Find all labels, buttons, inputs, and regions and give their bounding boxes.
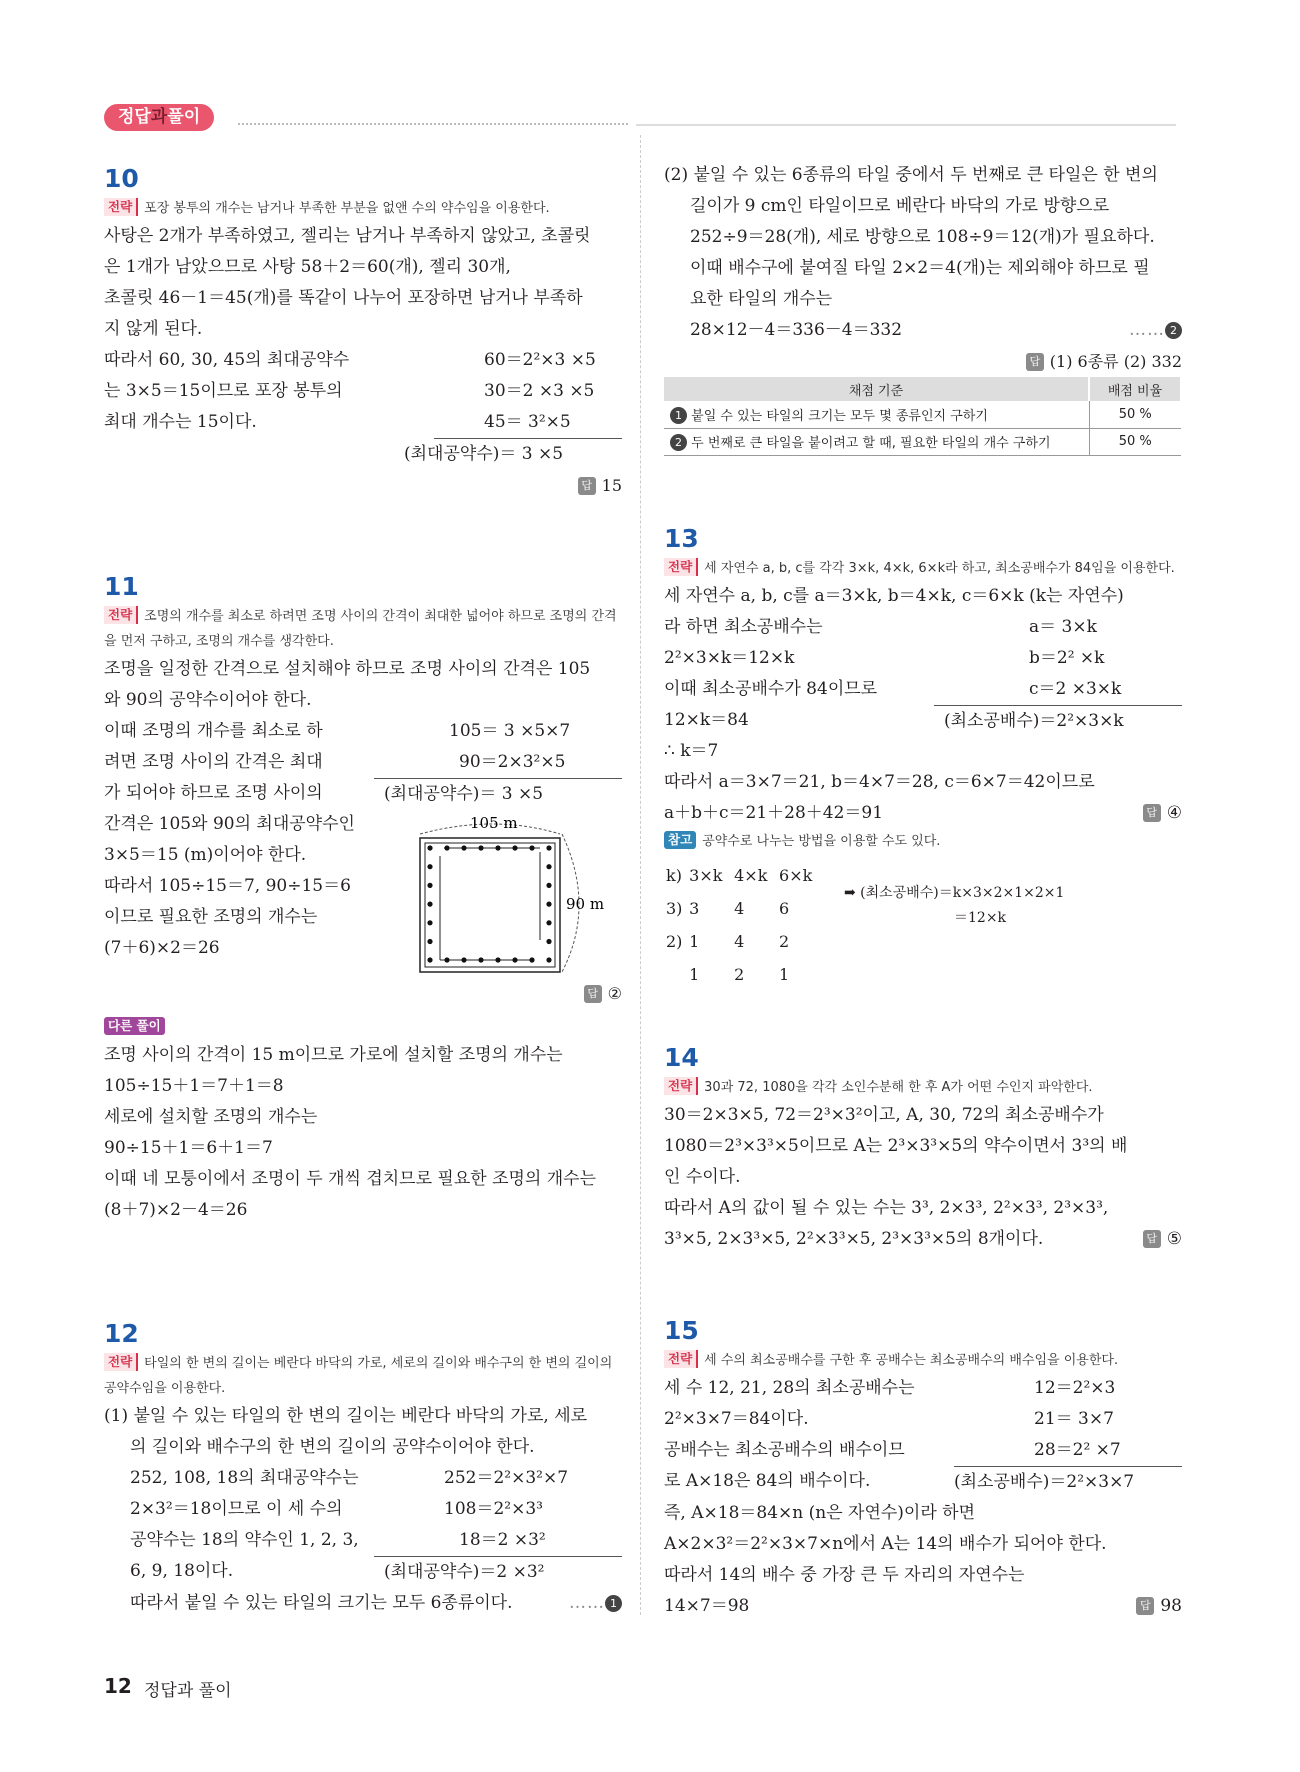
text-line: 길이가 9 cm인 타일이므로 베란다 바닥의 가로 방향으로 (690, 196, 1110, 216)
text-line: 1080＝2³×3³×5이므로 A는 2³×3³×5의 약수이면서 3³의 배 (664, 1136, 1128, 1156)
problem-15 (664, 1314, 1182, 1622)
text-line: 세로에 설치할 조명의 개수는 (104, 1107, 318, 1127)
text-line: 따라서 A의 값이 될 수 있는 수는 3³, 2×3³, 2²×3³, 2³×3³, (664, 1198, 1109, 1218)
text-line: 초콜릿 46－1＝45(개)를 똑같이 나누어 포장하면 남거나 부족하 (104, 288, 583, 308)
text-line: 이므로 필요한 조명의 개수는 (104, 907, 318, 927)
footer-title: 정답과 풀이 (144, 1681, 232, 1701)
factorization: 252＝2²×3²×7 108＝2²×3³ 18＝2 ×3² (최대공약수)＝2 ×3² (374, 1463, 622, 1588)
text-line: 공약수는 18의 약수인 1, 2, 3, (130, 1530, 359, 1550)
text-line: 와 90의 공약수이어야 한다. (104, 690, 312, 710)
text-line: 3³×5, 2×3³×5, 2²×3³×5, 2³×3³×5의 8개이다. 답 ⑤ (664, 1224, 1182, 1255)
lighting-diagram (414, 816, 634, 986)
text-line: ＝12×k (954, 910, 1007, 926)
text-line: 따라서 60, 30, 45의 최대공약수 (104, 350, 350, 370)
problem-number: 10 (104, 164, 139, 193)
strategy: 전략 포장 봉투의 개수는 남거나 부족한 부분을 없앤 수의 약수임을 이용한다. (104, 196, 622, 221)
section-badge: 정답과풀이 (104, 104, 214, 131)
factorization: 60＝2²×3 ×5 30＝2 ×3 ×5 45＝ 3²×5 (최대공약수)＝ 3 ×5 (394, 345, 622, 470)
light-dot (427, 845, 432, 850)
problem-13 (664, 522, 1182, 992)
answer: 답 98 (1136, 1591, 1182, 1622)
problem-number: 12 (104, 1319, 139, 1348)
problem-12-part2 (664, 160, 1182, 456)
light-dot (444, 957, 449, 962)
light-dot (427, 939, 432, 944)
mark-2: …… 2 (1129, 315, 1182, 346)
text-line: 은 1개가 남았으므로 사탕 58＋2＝60(개), 젤리 30개, (104, 257, 511, 277)
text-line: 조명을 일정한 간격으로 설치해야 하므로 조명 사이의 간격은 105 (104, 659, 591, 679)
text-line: (2) 붙일 수 있는 6종류의 타일 중에서 두 번째로 큰 타일은 한 변의 (664, 165, 1158, 185)
text-line: 이때 조명의 개수를 최소로 하 (104, 721, 323, 741)
header-dotted-rule (238, 123, 628, 125)
text-line: 로 A×18은 84의 배수이다. (664, 1471, 871, 1491)
problem-number: 11 (104, 572, 139, 601)
text-line: 조명 사이의 간격이 15 m이므로 가로에 설치할 조명의 개수는 (104, 1045, 563, 1065)
light-dot (478, 845, 483, 850)
light-dot (529, 845, 534, 850)
light-dot (427, 957, 432, 962)
light-dot (546, 845, 551, 850)
light-dot (546, 957, 551, 962)
light-dot (529, 957, 534, 962)
mark-1: …… 1 (569, 1588, 622, 1619)
text-line: 따라서 14의 배수 중 가장 큰 두 자리의 자연수는 (664, 1565, 1025, 1585)
text-line: 인 수이다. (664, 1167, 741, 1187)
light-dot (495, 845, 500, 850)
height-label: 90 m (566, 895, 605, 913)
text-line: 이때 최소공배수가 84이므로 (664, 679, 878, 699)
text-line: 252, 108, 18의 최대공약수는 (130, 1468, 359, 1488)
light-dot (546, 864, 551, 869)
light-dot (546, 920, 551, 925)
text-line: 따라서 105÷15＝7, 90÷15＝6 (104, 876, 351, 896)
text-line: 105÷15＋1＝7＋1＝8 (104, 1076, 284, 1096)
grading-table: 채점 기준 배점 비율 1 붙일 수 있는 타일의 크기는 모두 몇 종류인지 구하기 50 % 2 두 번째로 큰 타일을 붙이려고 할 때, 필요한 타일의 개수 구하기 50 % (664, 377, 1182, 456)
text-line: 사탕은 2개가 부족하였고, 젤리는 남거나 부족하지 않았고, 초콜릿 (104, 226, 591, 246)
answer: 답 15 (104, 470, 622, 501)
text-line: (1) 붙일 수 있는 타일의 한 변의 길이는 베란다 바닥의 가로, 세로 (104, 1406, 588, 1426)
text-line: 30＝2×3×5, 72＝2³×3²이고, A, 30, 72의 최소공배수가 (664, 1105, 1104, 1125)
text-line: 28×12－4＝336－4＝332 …… 2 (664, 315, 1182, 346)
light-dot (427, 864, 432, 869)
factorization: a＝ 3×k b＝2² ×k c＝2 ×3×k (최소공배수)＝2²×3×k (934, 612, 1182, 737)
problem-10 (104, 162, 622, 501)
text-line: 따라서 붙일 수 있는 타일의 크기는 모두 6종류이다. …… 1 (104, 1588, 622, 1619)
text-line: 의 길이와 배수구의 한 변의 길이의 공약수이어야 한다. (130, 1437, 535, 1457)
column-divider (640, 135, 641, 1615)
text-line: 2×3²＝18이므로 이 세 수의 (130, 1499, 343, 1519)
text-line: 6, 9, 18이다. (130, 1561, 234, 1581)
text-line: 이때 배수구에 붙여질 타일 2×2＝4(개)는 제외해야 하므로 필 (690, 258, 1150, 278)
text-line: 2²×3×k＝12×k (664, 648, 795, 668)
light-dot (546, 939, 551, 944)
text-line: 는 3×5＝15이므로 포장 봉투의 (104, 381, 343, 401)
strategy: 전략 30과 72, 1080을 각각 소인수분해 한 후 A가 어떤 수인지 파악한다. (664, 1075, 1182, 1100)
problem-number: 15 (664, 1316, 699, 1345)
page-number: 12 (104, 1674, 132, 1698)
light-dot (461, 845, 466, 850)
strategy: 전략 타일의 한 변의 길이는 베란다 바닥의 가로, 세로의 길이와 배수구의 한 변의 길이의 공약수임을 이용한다. (104, 1354, 613, 1396)
factorization: 12＝2²×3 21＝ 3×7 28＝2² ×7 (최소공배수)＝2²×3×7 (954, 1373, 1182, 1498)
light-dot (495, 957, 500, 962)
text-line: 14×7＝98 답 98 (664, 1591, 1182, 1622)
light-dot (427, 883, 432, 888)
text-line: 라 하면 최소공배수는 (664, 617, 823, 637)
division-ladder: k) 3×k 4×k 6×k 3) 3 4 6 2) 1 4 2 1 2 1 (666, 866, 813, 984)
text-line: 세 자연수 a, b, c를 a＝3×k, b＝4×k, c＝6×k (k는 자연수) (664, 586, 1124, 606)
text-line: 따라서 a＝3×7＝21, b＝4×7＝28, c＝6×7＝42이므로 (664, 772, 1095, 792)
answer: 답 ④ (1143, 798, 1182, 829)
text-line: (7＋6)×2＝26 (104, 938, 220, 958)
text-line: 요한 타일의 개수는 (690, 289, 833, 309)
header-rule (636, 124, 1176, 126)
light-dot (427, 902, 432, 907)
text-line: 90÷15＋1＝6＋1＝7 (104, 1138, 273, 1158)
problem-number: 13 (664, 524, 699, 553)
problem-11 (104, 570, 622, 1226)
text-line: 려면 조명 사이의 간격은 최대 (104, 752, 323, 772)
text-line: a＋b＋c＝21＋28＋42＝91 답 ④ (664, 798, 1182, 829)
reference-note: 참고 공약수로 나누는 방법을 이용할 수도 있다. (664, 829, 1182, 854)
text-line: 즉, A×18＝84×n (n은 자연수)이라 하면 (664, 1503, 976, 1523)
light-dot (546, 883, 551, 888)
text-line: 가 되어야 하므로 조명 사이의 (104, 783, 323, 803)
text-line: 세 수 12, 21, 28의 최소공배수는 (664, 1378, 915, 1398)
light-dot (546, 902, 551, 907)
width-label: 105 m (470, 816, 518, 832)
text-line: 공배수는 최소공배수의 배수이므 (664, 1440, 905, 1460)
light-dot (478, 957, 483, 962)
text-line: ➡ (최소공배수)＝k×3×2×1×2×1 (844, 885, 1065, 901)
problem-14 (664, 1041, 1182, 1255)
text-line: 12×k＝84 (664, 710, 749, 730)
answer: 답 (1) 6종류 (2) 332 (664, 346, 1182, 377)
text-line: 지 않게 된다. (104, 319, 203, 339)
strategy: 전략 세 수의 최소공배수를 구한 후 공배수는 최소공배수의 배수임을 이용한다. (664, 1348, 1182, 1373)
answer: 답 ⑤ (1143, 1224, 1182, 1255)
text-line: 3×5＝15 (m)이어야 한다. (104, 845, 307, 865)
strategy: 전략 세 자연수 a, b, c를 각각 3×k, 4×k, 6×k라 하고, 최소공배수가 84임을 이용한다. (664, 556, 1182, 581)
answer: 답 ② (104, 978, 622, 1009)
text-line: ∴ k＝7 (664, 741, 719, 761)
text-line: A×2×3²＝2²×3×7×n에서 A는 14의 배수가 되어야 한다. (664, 1534, 1107, 1554)
light-dot (512, 957, 517, 962)
text-line: 2²×3×7＝84이다. (664, 1409, 809, 1429)
problem-12 (104, 1317, 622, 1619)
light-dot (461, 957, 466, 962)
strategy: 전략 조명의 개수를 최소로 하려면 조명 사이의 간격이 최대한 넓어야 하므로 조명의 간격을 먼저 구하고, 조명의 개수를 생각한다. (104, 607, 617, 649)
text-line: (8＋7)×2－4＝26 (104, 1200, 248, 1220)
table-row: 1 붙일 수 있는 타일의 크기는 모두 몇 종류인지 구하기 50 % (664, 401, 1181, 428)
light-dot (444, 845, 449, 850)
light-dot (512, 845, 517, 850)
text-line: 252÷9＝28(개), 세로 방향으로 108÷9＝12(개)가 필요하다. (690, 227, 1155, 247)
table-row: 2 두 번째로 큰 타일을 붙이려고 할 때, 필요한 타일의 개수 구하기 50 % (664, 428, 1181, 455)
text-line: 이때 네 모퉁이에서 조명이 두 개씩 겹치므로 필요한 조명의 개수는 (104, 1169, 597, 1189)
alt-solution-label: 다른 풀이 (104, 1015, 622, 1040)
light-dot (427, 920, 432, 925)
factorization: 105＝ 3 ×5×7 90＝2×3²×5 (최대공약수)＝ 3 ×5 (374, 716, 622, 810)
text-line: 최대 개수는 15이다. (104, 412, 257, 432)
problem-number: 14 (664, 1043, 699, 1072)
text-line: 간격은 105와 90의 최대공약수인 (104, 814, 355, 834)
